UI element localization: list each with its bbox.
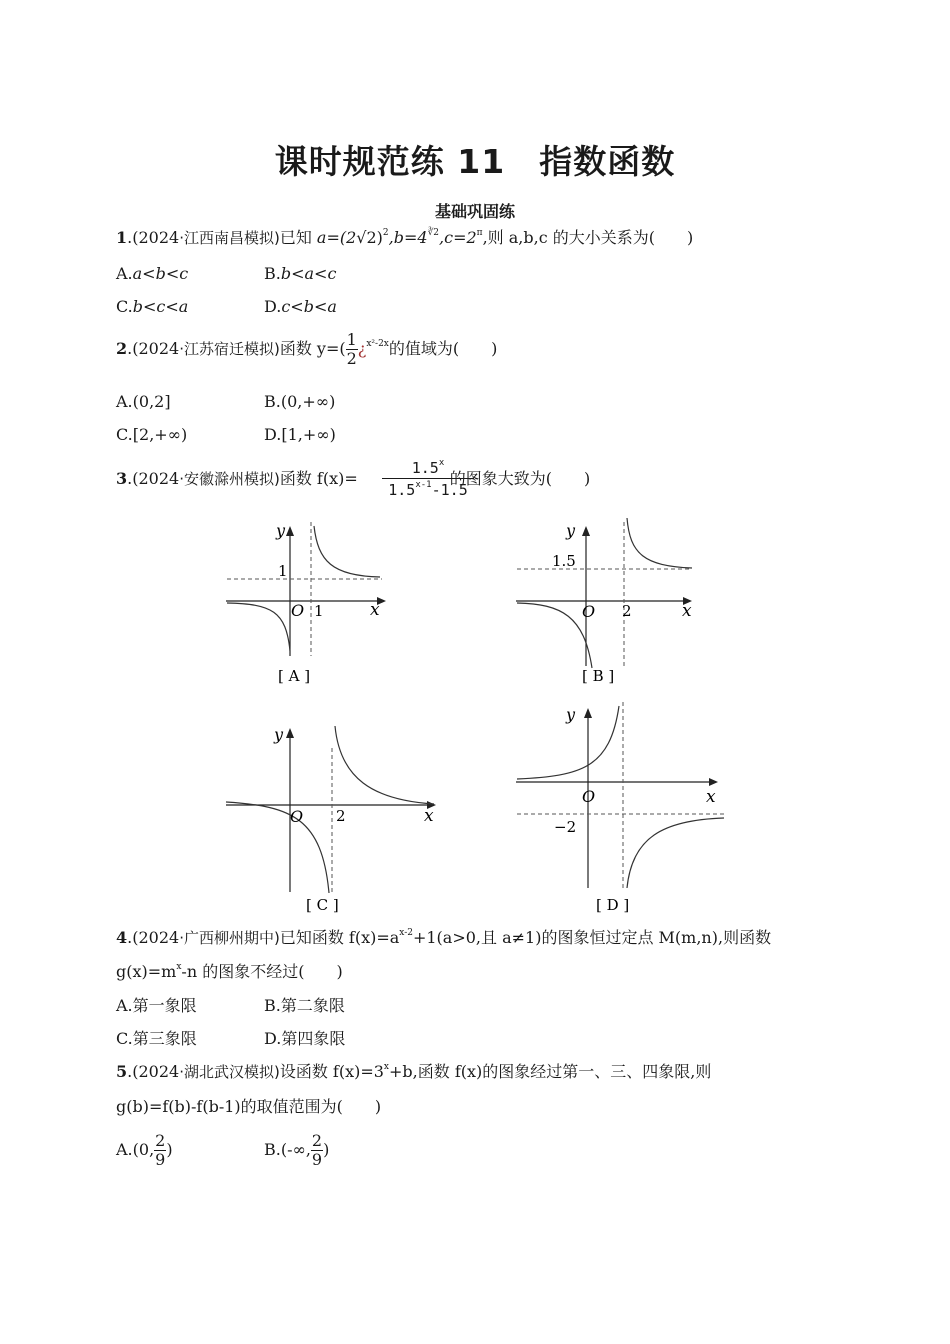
question-3-stem [116, 469, 590, 489]
exponent: x [176, 962, 182, 972]
graph-c[interactable] [222, 718, 452, 918]
question-number: 2 [116, 339, 128, 358]
stem-text-rest: +b,函数 f(x)的图象经过第一、三、四象限,则 [389, 1062, 712, 1081]
curve-right [627, 818, 724, 888]
curve-right [335, 726, 434, 804]
title-main: 课时规范练 11 [274, 142, 506, 181]
expr-b: ,b=4 [388, 228, 428, 247]
stem-text: 设函数 f(x)=3 [279, 1062, 384, 1081]
stem-text: 函数 f(x)= [279, 469, 358, 488]
expr-c-exp: π [476, 228, 483, 238]
y-arrow-icon [286, 728, 294, 738]
graph-label: [ B ] [582, 667, 615, 685]
x-label: x [370, 600, 380, 620]
y-label: y [274, 725, 284, 744]
graph-b[interactable] [512, 516, 702, 696]
stem-text-rest: +1(a>0,且 a≠1)的图象恒过定点 M(m,n),则函数 [412, 928, 772, 947]
x-label: x [424, 806, 434, 826]
asym-y-label: 1.5 [552, 552, 576, 570]
expr-b-exp: ∛2 [427, 228, 440, 238]
origin-label: O [291, 601, 305, 620]
curve-left [517, 603, 592, 668]
x-label: x [682, 601, 692, 621]
source-year: .(2024 [127, 339, 180, 358]
q4-option-d[interactable]: D.第四象限 [264, 1029, 346, 1048]
graph-label: [ D ] [596, 896, 630, 914]
y-label: y [276, 521, 286, 540]
stem-tail: -n 的图象不经过( ) [181, 962, 343, 981]
source-label: ·江西南昌模拟) [179, 229, 280, 247]
y-arrow-icon [584, 708, 592, 718]
stem-tail: 的值域为( ) [388, 339, 498, 358]
q4-option-a[interactable]: A.第一象限 [116, 996, 197, 1015]
q5-option-b[interactable]: B.(-∞, $\frac{2}{9}$ ) [264, 1131, 330, 1169]
exponent: x²-2x [366, 339, 389, 349]
question-2-stem [116, 330, 497, 368]
question-5-line2: g(b)=f(b)-f(b-1)的取值范围为( ) [116, 1097, 382, 1116]
q4-option-c[interactable]: C.第三象限 [116, 1029, 197, 1048]
q1-option-c[interactable]: C.b<c<a [116, 297, 189, 316]
origin-label: O [290, 807, 304, 826]
curve-left [227, 603, 290, 651]
origin-label: O [582, 787, 596, 806]
stem-text: 已知 [279, 228, 317, 247]
graph-label: [ C ] [306, 896, 339, 914]
expr-a-root: √2 [356, 228, 377, 247]
q2-option-b[interactable]: B.(0,+∞) [264, 392, 336, 411]
asym-x-label: 2 [622, 602, 632, 620]
question-4-line2 [116, 962, 343, 982]
expr-a-close: ) [376, 228, 383, 247]
asym-y-label: 1 [278, 562, 288, 580]
stem-text: 函数 y=( [279, 339, 346, 358]
curve-left [226, 802, 329, 893]
expr-c: ,c=2 [439, 228, 477, 247]
source-year: .(2024 [127, 1062, 180, 1081]
q2-option-d[interactable]: D.[1,+∞) [264, 425, 336, 444]
expr-a-exp: 2 [382, 228, 389, 238]
asym-x-label: 2 [336, 807, 346, 825]
question-5-line1 [116, 1062, 711, 1082]
title-topic: 指数函数 [539, 142, 676, 181]
q2-option-a[interactable]: A.(0,2] [116, 392, 171, 411]
exponent: x [383, 1062, 389, 1072]
curve-right [314, 526, 380, 577]
q1-option-b[interactable]: B.b<a<c [264, 264, 337, 283]
question-number: 4 [116, 928, 128, 947]
origin-label: O [582, 602, 596, 621]
y-arrow-icon [286, 526, 294, 536]
asym-x-label: 1 [314, 602, 324, 620]
question-4-line1 [116, 928, 771, 948]
source-label: ·广西柳州期中) [179, 929, 280, 947]
source-label: ·湖北武汉模拟) [179, 1063, 280, 1081]
curve-right [627, 518, 692, 568]
x-arrow-icon [709, 778, 718, 786]
stem-tail: 的图象大致为( ) [449, 469, 591, 488]
question-number: 1 [116, 228, 128, 247]
stem-text: g(x)=m [116, 962, 177, 981]
source-year: .(2024 [127, 228, 180, 247]
question-number: 3 [116, 469, 128, 488]
graph-d[interactable] [512, 698, 732, 918]
y-label: y [566, 705, 576, 724]
q2-option-c[interactable]: C.[2,+∞) [116, 425, 188, 444]
fraction: $\frac{1}{2}$ [346, 330, 357, 368]
asym-y-label: −2 [554, 818, 577, 836]
question-number: 5 [116, 1062, 128, 1081]
q1-option-d[interactable]: D.c<b<a [264, 297, 337, 316]
source-label: ·安徽滁州模拟) [179, 470, 280, 488]
expr-a: a=(2 [316, 228, 357, 247]
y-arrow-icon [582, 526, 590, 536]
source-label: ·江苏宿迁模拟) [179, 340, 280, 358]
section-heading: 基础巩固练 [434, 202, 515, 221]
q5-option-a[interactable]: A.(0, $\frac{2}{9}$ ) [116, 1131, 173, 1169]
exponent: x-2 [399, 928, 413, 938]
glyph: ¿ [357, 339, 367, 358]
question-1-stem [116, 228, 693, 248]
x-label: x [706, 787, 716, 807]
graph-label: [ A ] [278, 667, 311, 685]
q1-option-a[interactable]: A.a<b<c [116, 264, 189, 283]
y-label: y [566, 521, 576, 540]
stem-text: 已知函数 f(x)=a [279, 928, 400, 947]
stem-tail: ,则 a,b,c 的大小关系为( ) [482, 228, 694, 247]
source-year: .(2024 [127, 469, 180, 488]
source-year: .(2024 [127, 928, 180, 947]
page-title [0, 136, 950, 183]
q4-option-b[interactable]: B.第二象限 [264, 996, 345, 1015]
q3-fraction: 1.5$^x$ 1.5$^{x-1}$-1.5 [382, 458, 474, 501]
graph-a[interactable] [222, 516, 392, 696]
